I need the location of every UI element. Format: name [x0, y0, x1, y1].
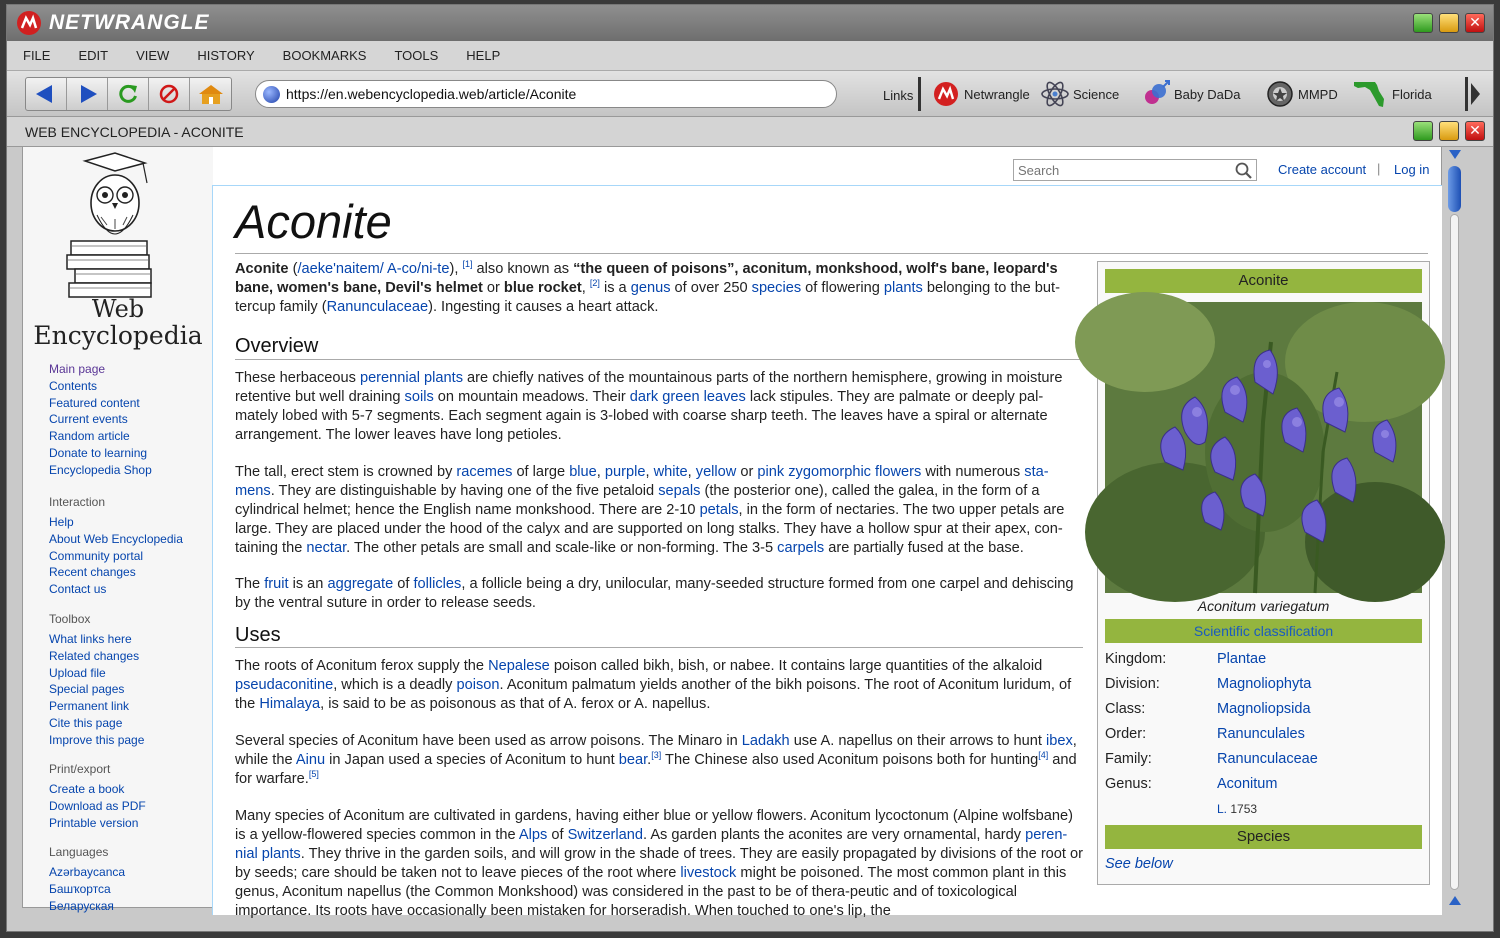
- flower-illustration-icon: [1105, 302, 1422, 593]
- overview-heading: Overview: [235, 335, 319, 357]
- menu-view[interactable]: VIEW: [136, 48, 170, 63]
- sidebar-item-download-pdf[interactable]: Download as PDF: [49, 798, 146, 813]
- infobox: [1097, 261, 1430, 885]
- rank-value-link[interactable]: Aconitum: [1217, 776, 1278, 792]
- sidebar-heading-print: Print/export: [49, 762, 111, 776]
- rank-value-link[interactable]: Ranunculales: [1217, 726, 1305, 742]
- navigation-toolbar: [7, 71, 1493, 117]
- sidebar-item-featured-content[interactable]: Featured content: [49, 395, 140, 410]
- vertical-scrollbar[interactable]: [1446, 148, 1464, 910]
- web-page: [22, 146, 1442, 919]
- sidebar-item-cite[interactable]: Cite this page: [49, 715, 123, 730]
- atom-icon: [1042, 81, 1068, 107]
- authority-year: 1753: [1230, 802, 1258, 816]
- uses-paragraph-1: The roots of Aconitum ferox supply the Nepalese poison called bikh, bish, or nabee. It contains large quantities of the alkaloid pseudaconitine, which is a deadly poison. Aconitum palmatum yields another of the bikh poisons. The root of Aconitum luridum, of the Himalaya, is said to be as poisonous as that of A. ferox or A. napellus.: [235, 658, 1072, 712]
- nav-button-group: [25, 77, 232, 111]
- gender-symbols-icon: [1143, 81, 1169, 107]
- badge-seal-icon: [1267, 81, 1293, 107]
- links-label: Links: [883, 88, 914, 103]
- overview-paragraph-2: The tall, erect stem is crowned by racemes of large blue, purple, white, yellow or pink zygomorphic flowers with numerous sta-mens. They are distinguishable by having one of the five petaloid sepals (the posterior one), called the galea, in the form of a cylindrical helmet; hence the English name monkshood. There are 2-10 petals, in the form of nectaries. The two upper petals are large. They are placed under the hood of the calyx and are supported on long stalks. They have a hollow spur at their apex, con-taining the nectar. The other petals are small and scale-like or non-forming. The 3-5 carpels are partially fused at the base.: [235, 464, 1065, 556]
- forward-arrow-icon: [75, 84, 99, 104]
- sidebar-item-language[interactable]: Беларуская: [49, 898, 114, 913]
- menu-bookmarks[interactable]: BOOKMARKS: [282, 48, 367, 63]
- article-body: [212, 185, 1442, 919]
- search-input[interactable]: [1018, 162, 1228, 178]
- scroll-down-arrow-icon[interactable]: [1449, 896, 1461, 905]
- authority-link[interactable]: L.: [1217, 802, 1228, 816]
- sidebar-item-printable[interactable]: Printable version: [49, 815, 139, 830]
- classification-heading[interactable]: Scientific classification: [1105, 619, 1422, 643]
- logo-text-line2: Encyclopedia: [33, 321, 203, 350]
- sidebar-heading-interaction: Interaction: [49, 495, 106, 509]
- bookmark-baby-dada[interactable]: Baby DaDa: [1143, 81, 1240, 107]
- see-below-link[interactable]: See below: [1105, 856, 1173, 872]
- page-minimize-button[interactable]: [1413, 121, 1433, 141]
- netwrangle-logo-icon: [17, 11, 41, 35]
- uses-divider: [235, 647, 1083, 648]
- more-bookmarks-arrow-icon[interactable]: [1471, 83, 1480, 105]
- login-link[interactable]: Log in: [1394, 162, 1430, 177]
- rank-value-link[interactable]: Ranunculaceae: [1217, 751, 1318, 767]
- article-title: Aconite: [235, 195, 392, 248]
- scroll-track[interactable]: [1450, 214, 1459, 890]
- minimize-button[interactable]: [1413, 13, 1433, 33]
- stop-button[interactable]: [149, 78, 190, 110]
- sidebar-item-contents[interactable]: Contents: [49, 378, 98, 393]
- sidebar-item-recent-changes[interactable]: Recent changes: [49, 565, 136, 580]
- sidebar-item-shop[interactable]: Encyclopedia Shop: [49, 462, 152, 477]
- sidebar-item-language[interactable]: Башҡортса: [49, 881, 111, 896]
- sidebar-item-donate[interactable]: Donate to learning: [49, 445, 148, 460]
- back-arrow-icon: [34, 84, 58, 104]
- account-separator: |: [1377, 161, 1381, 176]
- rank-label: Order:: [1105, 726, 1147, 742]
- bookmark-science[interactable]: Science: [1042, 81, 1119, 107]
- sidebar-item-random-article[interactable]: Random article: [49, 429, 130, 444]
- bookmark-florida[interactable]: Florida: [1353, 81, 1432, 107]
- sidebar-item-community-portal[interactable]: Community portal: [49, 548, 144, 563]
- page-close-button[interactable]: ✕: [1465, 121, 1485, 141]
- sidebar: [23, 147, 213, 913]
- overview-paragraph-3: The fruit is an aggregate of follicles, a follicle being a dry, unilocular, many-seeded structure formed from one carpel and dehiscing by the ventral suture in order to release seeds.: [235, 576, 1074, 611]
- aconite-photo[interactable]: [1105, 302, 1422, 593]
- url-input[interactable]: [286, 84, 826, 104]
- search-icon[interactable]: [1235, 162, 1253, 180]
- forward-button[interactable]: [67, 78, 108, 110]
- owl-on-books-logo-icon: [57, 153, 167, 303]
- rank-label: Class:: [1105, 701, 1146, 717]
- page-tab-bar: [7, 117, 1493, 147]
- sidebar-heading-toolbox: Toolbox: [49, 612, 91, 626]
- app-title: NETWRANGLE: [49, 11, 210, 34]
- menu-help[interactable]: HELP: [466, 48, 501, 63]
- sidebar-languages: [49, 845, 125, 914]
- rank-label: Family:: [1105, 751, 1152, 767]
- sidebar-print-export: [49, 762, 146, 831]
- menu-bar: [7, 41, 1493, 71]
- globe-icon: [263, 86, 280, 103]
- menu-history[interactable]: HISTORY: [197, 48, 255, 63]
- maximize-button[interactable]: [1439, 13, 1459, 33]
- species-heading: Species: [1105, 825, 1422, 849]
- sidebar-main-nav: [49, 361, 152, 479]
- sidebar-item-main-page[interactable]: Main page: [49, 362, 106, 376]
- uses-paragraph-2: Several species of Aconitum have been used as arrow poisons. The Minaro in Ladakh use A. napellus on their arrows to hunt ibex, while the Ainu in Japan used a species of Aconitum to hunt bear.[3] The Chinese also used Aconitum poisons both for hunting[4] and for warfare.[5]: [235, 733, 1077, 787]
- title-bar: [7, 5, 1493, 41]
- sidebar-interaction: [49, 495, 183, 598]
- menu-tools[interactable]: TOOLS: [394, 48, 439, 63]
- rank-label: Division:: [1105, 676, 1160, 692]
- search-box[interactable]: [1013, 159, 1257, 181]
- page-title: WEB ENCYCLOPEDIA - ACONITE: [25, 124, 244, 140]
- netwrangle-icon: [933, 81, 959, 107]
- home-button[interactable]: [190, 78, 231, 110]
- sidebar-item-related-changes[interactable]: Related changes: [49, 648, 140, 663]
- uses-paragraph-3: Many species of Aconitum are cultivated in gardens, having either blue or yellow flowers. Aconitum lycoctonum (Alpine wolfsbane) is a yellow-flowered species common in the Alps of Switzerland. As garden plants the aconites are very ornamental, hardy peren-nial plants. They thrive in the garden soils, and will grow in the shade of trees. They are easily propagated by divisions of the root or by seeds; care should be taken not to leave pieces of the root where livestock might be poisoned. The most common plant in this genus, Aconitum napellus (the Common Monkshood) was considered in the past to be of thera-peutic and of toxicological importance. Its roots have occasionally been mistaken for horseradish. When touched to one's lip, the: [235, 808, 1084, 919]
- rank-value-link[interactable]: Magnoliopsida: [1217, 701, 1311, 717]
- florida-map-icon: [1353, 81, 1387, 107]
- sidebar-item-permanent-link[interactable]: Permanent link: [49, 699, 130, 714]
- toolbar-divider: [918, 77, 921, 111]
- reload-icon: [117, 83, 139, 105]
- logo-text-line1: Web: [91, 295, 145, 323]
- sidebar-item-improve[interactable]: Improve this page: [49, 732, 145, 747]
- overview-divider: [235, 359, 1083, 360]
- stop-icon: [158, 83, 180, 105]
- sidebar-heading-languages: Languages: [49, 845, 109, 859]
- rank-value-link[interactable]: Magnoliophyta: [1217, 676, 1312, 692]
- sidebar-item-contact[interactable]: Contact us: [49, 582, 107, 597]
- sidebar-toolbox: [49, 612, 144, 749]
- back-button[interactable]: [26, 78, 67, 110]
- menu-file[interactable]: FILE: [23, 48, 51, 63]
- sidebar-item-current-events[interactable]: Current events: [49, 412, 128, 427]
- reload-button[interactable]: [108, 78, 149, 110]
- bookmark-mmpd[interactable]: MMPD: [1267, 81, 1338, 107]
- rank-value-link[interactable]: Plantae: [1217, 651, 1267, 667]
- sidebar-item-what-links-here[interactable]: What links here: [49, 632, 132, 646]
- overview-paragraph-1: These herbaceous perennial plants are chiefly natives of the mountainous parts of the northern hemisphere, growing in moisture retentive but well draining soils on mountain meadows. Their dark green leaves lack stipules. They are palmate or deeply pal-mately lobed with 5-7 segments. Each segment again is 3-lobed with coarse sharp teeth. The leaves have a spiral or alternate arrangement. The lower leaves have long petioles.: [235, 370, 1063, 443]
- photo-caption: Aconitum variegatum: [1197, 598, 1330, 614]
- genus-authority: [1217, 802, 1257, 816]
- infobox-title: Aconite: [1105, 269, 1422, 293]
- address-bar[interactable]: [255, 80, 837, 108]
- uses-heading: Uses: [235, 624, 281, 646]
- sidebar-item-special-pages[interactable]: Special pages: [49, 682, 125, 697]
- scroll-thumb[interactable]: [1448, 166, 1461, 212]
- home-icon: [197, 83, 225, 105]
- rank-label: Kingdom:: [1105, 651, 1167, 667]
- menu-edit[interactable]: EDIT: [78, 48, 109, 63]
- sidebar-item-about[interactable]: About Web Encyclopedia: [49, 531, 183, 546]
- sidebar-item-upload-file[interactable]: Upload file: [49, 665, 106, 680]
- page-maximize-button[interactable]: [1439, 121, 1459, 141]
- rank-label: Genus:: [1105, 776, 1152, 792]
- close-button[interactable]: ✕: [1465, 13, 1485, 33]
- title-divider: [235, 253, 1428, 254]
- scroll-up-arrow-icon[interactable]: [1449, 150, 1461, 159]
- intro-paragraph: Aconite (/aeke'naitem/ A-co/ni-te), [1] also known as “the queen of poisons”, aconitum, monkshood, wolf's bane, leopard's bane, women's bane, Devil's helmet or blue rocket, [2] is a genus of over 250 species of flowering plants belonging to the but-tercup family (Ranunculaceae). Ingesting it causes a heart attack.: [235, 259, 1060, 315]
- toolbar-divider-right: [1465, 77, 1468, 111]
- create-account-link[interactable]: Create account: [1278, 162, 1367, 177]
- sidebar-item-help[interactable]: Help: [49, 515, 74, 529]
- sidebar-item-create-book[interactable]: Create a book: [49, 782, 125, 796]
- sidebar-item-language[interactable]: Azərbaycanca: [49, 865, 126, 879]
- bookmark-netwrangle[interactable]: Netwrangle: [933, 81, 1030, 107]
